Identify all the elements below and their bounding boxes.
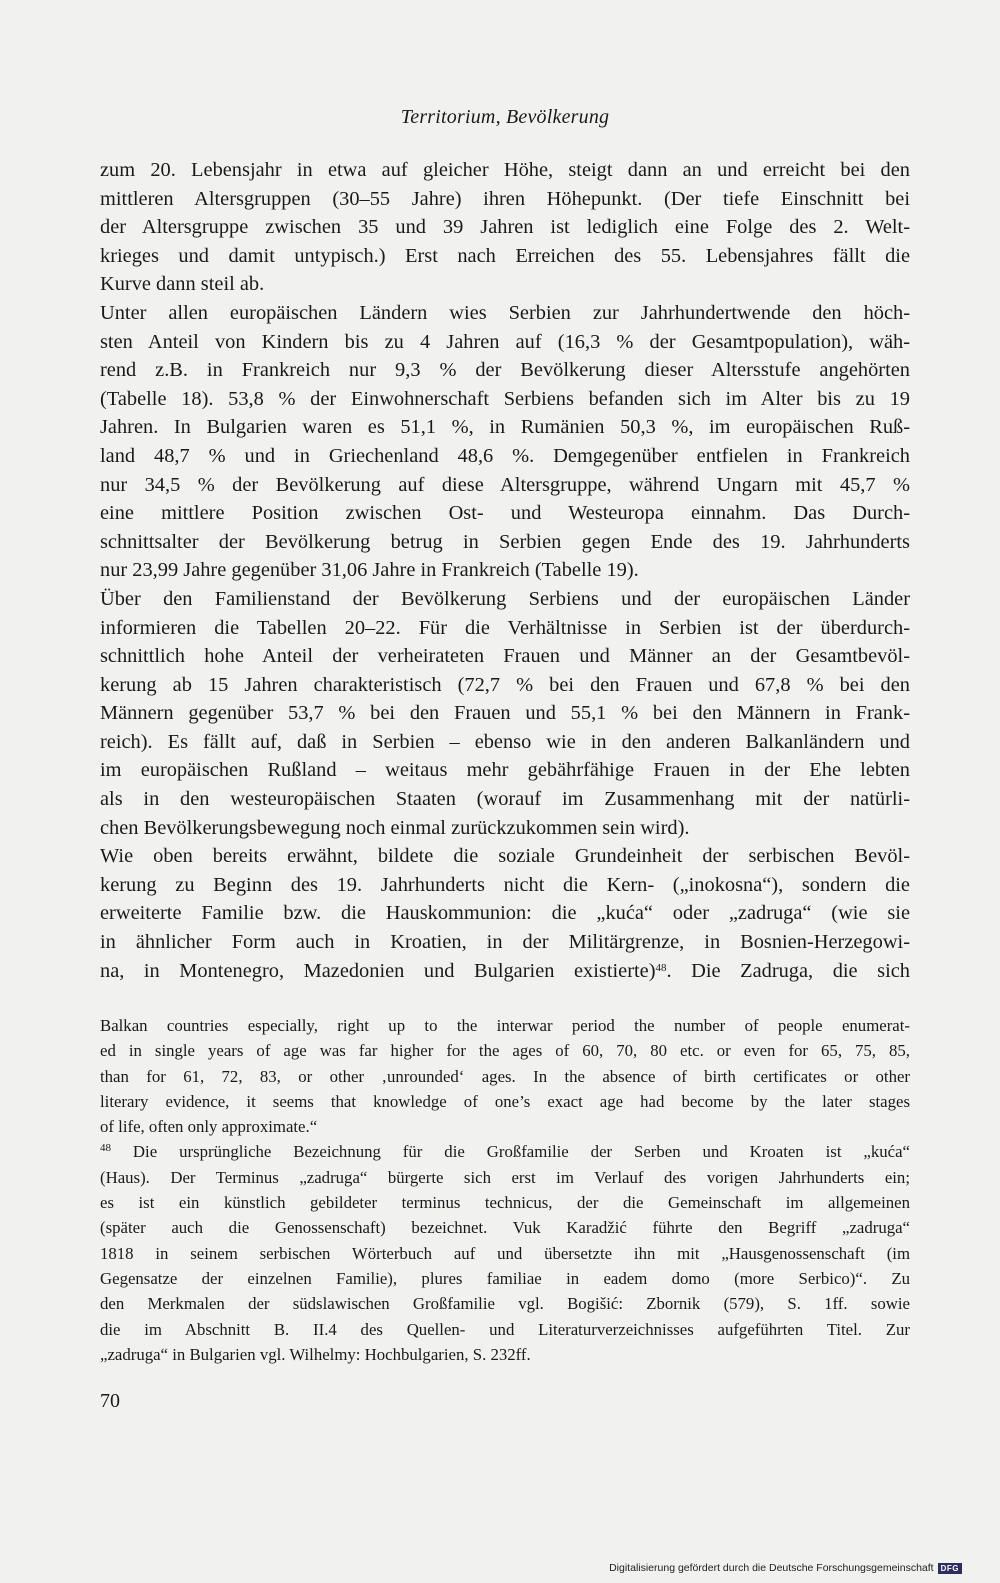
running-head: Territorium, Bevölkerung bbox=[400, 106, 610, 128]
footnote-48-line: „zadruga“ in Bulgarien vgl. Wilhelmy: Hochbulgarien, S. 232ff. bbox=[100, 1344, 531, 1364]
footnote-48-line: den Merkmalen der südslawischen Großfamilie vgl. Bogišić: Zbornik (579), S. 1ff. sowie bbox=[100, 1294, 910, 1314]
body-line: reich). Es fällt auf, daß in Serbien – ebenso wie in den anderen Balkanländern und bbox=[100, 730, 910, 753]
body-text bbox=[100, 156, 910, 985]
footnote-48-line: (Haus). Der Terminus „zadruga“ bürgerte sich erst im Verlauf des vorigen Jahrhunderts ein; bbox=[100, 1167, 910, 1187]
footnote-cont-line: of life, often only approximate.“ bbox=[100, 1117, 318, 1137]
body-line: erweiterte Familie bzw. die Hauskommunion: die „kuća“ oder „zadruga“ (wie sie bbox=[100, 902, 910, 925]
body-line: kerung ab 15 Jahren charakteristisch (72,7 % bei den Frauen und 67,8 % bei den bbox=[100, 673, 910, 696]
footnote-48-line: 1818 in seinem serbischen Wörterbuch auf und übersetzte ihn mit „Hausgenossenschaft (im bbox=[100, 1243, 910, 1263]
body-line: sten Anteil von Kindern bis zu 4 Jahren auf (16,3 % der Gesamtpopulation), wäh- bbox=[100, 330, 910, 353]
body-line: mittleren Altersgruppen (30–55 Jahre) ihren Höhepunkt. (Der tiefe Einschnitt bei bbox=[100, 187, 910, 210]
footnote-cont-line: than for 61, 72, 83, or other ‚unrounded‘ ages. In the absence of birth certificates or other bbox=[100, 1066, 910, 1086]
body-line: der Altersgruppe zwischen 35 und 39 Jahren ist lediglich eine Folge des 2. Welt- bbox=[100, 216, 910, 239]
footnote-ref-48[interactable]: 48 bbox=[655, 961, 667, 974]
body-line: rend z.B. in Frankreich nur 9,3 % der Bevölkerung dieser Altersstufe angehörten bbox=[100, 359, 910, 382]
footnote-48-line: Gegensatze der einzelnen Familie), plures familiae in eadem domo (more Serbico)“. Zu bbox=[100, 1268, 910, 1288]
body-line-part: na, in Montenegro, Mazedonien und Bulgarien existierte) bbox=[100, 959, 656, 982]
footnote-48-line: die im Abschnitt B. II.4 des Quellen- und Literaturverzeichnisses aufgeführten Titel. Zur bbox=[100, 1319, 910, 1339]
body-line: schnittsalter der Bevölkerung betrug in Serbien gegen Ende des 19. Jahrhunderts bbox=[100, 530, 910, 553]
body-line: zum 20. Lebensjahr in etwa auf gleicher Höhe, steigt dann an und erreicht bei den bbox=[100, 159, 910, 181]
footnote-48-first-line bbox=[100, 1139, 910, 1164]
body-line: Wie oben bereits erwähnt, bildete die soziale Grundeinheit der serbischen Bevöl- bbox=[100, 845, 910, 868]
footnote-48-line: es ist ein künstlich gebildeter terminus technicus, der die Gemeinschaft im allgemeinen bbox=[100, 1193, 910, 1213]
body-line: eine mittlere Position zwischen Ost- und Westeuropa einnahm. Das Durch- bbox=[100, 502, 910, 525]
body-line: Über den Familienstand der Bevölkerung Serbiens und der europäischen Länder bbox=[100, 587, 910, 610]
digitization-credit bbox=[609, 1562, 962, 1574]
credit-text: Digitalisierung gefördert durch die Deutsche Forschungsgemeinschaft bbox=[609, 1562, 934, 1574]
page-number: 70 bbox=[100, 1390, 120, 1412]
footnote-cont-line: Balkan countries especially, right up to the interwar period the number of people enumerat- bbox=[100, 1016, 910, 1035]
footnote-48-line: (später auch die Genossenschaft) bezeichnet. Vuk Karadžić führte den Begriff „zadruga“ bbox=[100, 1218, 910, 1238]
footnotes bbox=[100, 1013, 910, 1367]
dfg-logo: DFG bbox=[938, 1563, 962, 1574]
body-line: krieges und damit untypisch.) Erst nach Erreichen des 55. Lebensjahres fällt die bbox=[100, 244, 910, 267]
body-line: Jahren. In Bulgarien waren es 51,1 %, in Rumänien 50,3 %, im europäischen Ruß- bbox=[100, 416, 910, 439]
body-line: als in den westeuropäischen Staaten (worauf im Zusammenhang mit der natürli- bbox=[100, 788, 910, 811]
body-line-part: . Die Zadruga, die sich bbox=[666, 959, 910, 982]
footnote-cont-line: ed in single years of age was far higher for the ages of 60, 70, 80 etc. or even for 65, 75, 85, bbox=[100, 1041, 910, 1061]
body-line: nur 34,5 % der Bevölkerung auf diese Altersgruppe, während Ungarn mit 45,7 % bbox=[100, 473, 910, 496]
body-line: Kurve dann steil ab. bbox=[100, 273, 265, 296]
footnote-marker-48: 48 bbox=[100, 1142, 111, 1155]
body-line: in ähnlicher Form auch in Kroatien, in der Militärgrenze, in Bosnien-Herzegowi- bbox=[100, 931, 910, 954]
body-line: Unter allen europäischen Ländern wies Serbien zur Jahrhundertwende den höch- bbox=[100, 301, 910, 324]
footnote-cont-line: literary evidence, it seems that knowledge of one’s exact age had become by the later stages bbox=[100, 1091, 910, 1111]
body-line: nur 23,99 Jahre gegenüber 31,06 Jahre in Frankreich (Tabelle 19). bbox=[100, 559, 639, 582]
body-line-with-footnote-ref bbox=[100, 957, 910, 986]
body-line: im europäischen Rußland – weitaus mehr gebährfähige Frauen in der Ehe lebten bbox=[100, 759, 910, 782]
body-line: (Tabelle 18). 53,8 % der Einwohnerschaft Serbiens befanden sich im Alter bis zu 19 bbox=[100, 387, 910, 410]
body-line: kerung zu Beginn des 19. Jahrhunderts nicht die Kern- („inokosna“), sondern die bbox=[100, 873, 910, 896]
body-line: schnittlich hohe Anteil der verheirateten Frauen und Männer an der Gesamtbevöl- bbox=[100, 645, 910, 668]
body-line: informieren die Tabellen 20–22. Für die Verhältnisse in Serbien ist der überdurch- bbox=[100, 616, 910, 639]
body-line: land 48,7 % und in Griechenland 48,6 %. Demgegenüber entfielen in Frankreich bbox=[100, 444, 910, 467]
body-line: chen Bevölkerungsbewegung noch einmal zurückzukommen sein wird). bbox=[100, 816, 690, 839]
footnote-line-part: Die ursprüngliche Bezeichnung für die Großfamilie der Serben und Kroaten ist „kuća“ bbox=[111, 1142, 910, 1162]
body-line: Männern gegenüber 53,7 % bei den Frauen und 55,1 % bei den Männern in Frank- bbox=[100, 702, 910, 725]
